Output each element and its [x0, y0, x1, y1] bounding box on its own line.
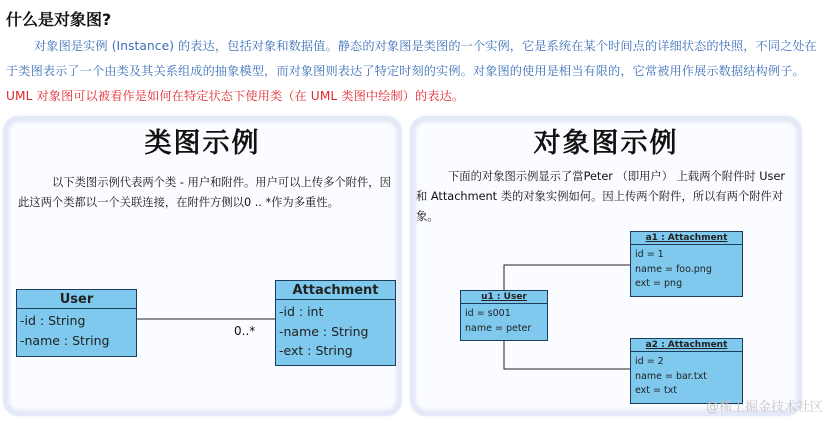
object-u1-name: u1 : User — [461, 291, 547, 304]
object-a1-slot: id = 1 — [635, 249, 664, 260]
class-diagram-description: 以下类图示例代表两个类 - 用户和附件。用户可以上传多个附件，因此这两个类都以一个关联连接，在附件方侧以0 .. *作为多重性。 — [18, 176, 391, 209]
multiplicity-label: 0..* — [234, 324, 256, 338]
object-u1-slot: id = s001 — [465, 308, 511, 319]
class-user-box — [16, 289, 137, 357]
class-attachment-box — [275, 280, 396, 366]
object-a1-slots — [631, 245, 742, 295]
class-user-attr: -id : String — [20, 313, 86, 328]
class-attachment-name: Attachment — [276, 281, 395, 300]
object-u1-slot: name = peter — [465, 322, 532, 334]
object-u1-slots — [461, 304, 547, 339]
intro-paragraph — [6, 34, 826, 109]
object-a2-slots — [631, 352, 742, 402]
object-diagram-panel — [410, 116, 802, 416]
object-diagram-description: 下面的对象图示例显示了當Peter （即用户） 上载两个附件时 User 和 Attachment 类的对象实例如何。因上传两个附件，所以有两个附件对象。 — [416, 170, 786, 223]
object-a2-slot: id = 2 — [635, 356, 664, 367]
class-attachment-attr: -ext : String — [279, 343, 353, 358]
class-attachment-attr: -name : String — [279, 323, 369, 339]
object-a2-box — [630, 338, 743, 404]
class-diagram-panel — [3, 116, 402, 416]
intro-highlight-text: UML 对象图可以被看作是如何在特定状态下使用类（在 UML 类图中绘制）的表达。 — [6, 89, 465, 103]
class-attachment-attr: -id : int — [279, 304, 324, 319]
intro-text: 对象图是实例 (Instance) 的表达，包括对象和数据值。静态的对象图是类图的一个实例，它是系统在某个时间点的详细状态的快照，不同之处在于类图表示了一个由类及其关系组成的抽象模型，而对象图则表达了特定时刻的实例。对象图的使用是相当有限的，它常被用作展示数据结构例子。 — [6, 39, 817, 78]
object-a1-box — [630, 231, 743, 297]
object-a2-slot: name = bar.txt — [635, 370, 707, 382]
class-user-attributes — [17, 309, 136, 352]
object-diagram-title: 对象图示例 — [533, 128, 679, 159]
page-heading: 什么是对象图? — [6, 10, 112, 29]
object-a2-slot: ext = txt — [635, 385, 678, 396]
class-diagram-title: 类图示例 — [144, 128, 261, 159]
class-user-attr: -name : String — [20, 332, 110, 348]
object-a2-name: a2 : Attachment — [631, 339, 742, 352]
object-a1-slot: ext = png — [635, 278, 683, 289]
watermark: @稀土掘金技术社区 — [705, 400, 823, 415]
class-attachment-attributes — [276, 300, 395, 363]
object-a1-name: a1 : Attachment — [631, 232, 742, 245]
object-u1-box — [460, 290, 548, 341]
class-user-name: User — [17, 290, 136, 309]
object-a1-slot: name = foo.png — [635, 263, 712, 275]
